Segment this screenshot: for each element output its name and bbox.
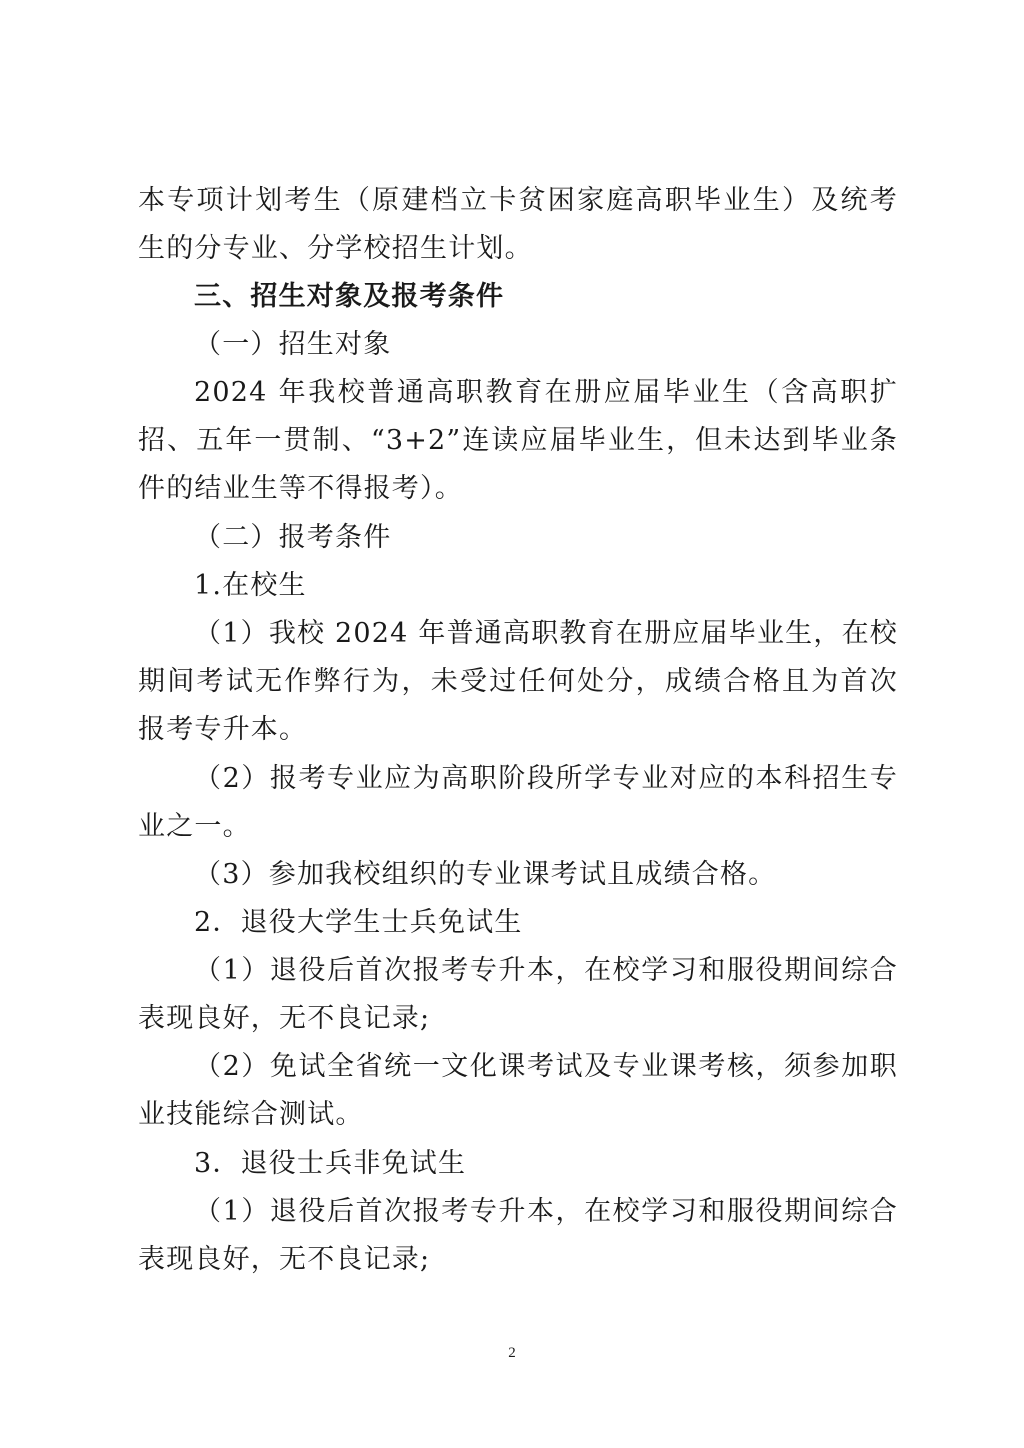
item-veteran-exempt-condition-2: （2）免试全省统一文化课考试及专业课考核，须参加职业技能综合测试。 bbox=[138, 1051, 898, 1130]
item-veteran-nonexempt-condition-1: （1）退役后首次报考专升本，在校学习和服役期间综合表现良好，无不良记录; bbox=[138, 1196, 898, 1275]
item-current-students: 1.在校生 bbox=[194, 570, 307, 601]
subheading-recruitment-targets: （一）招生对象 bbox=[194, 329, 392, 360]
item-veteran-nonexempt: 3．退役士兵非免试生 bbox=[194, 1148, 467, 1179]
paragraph-recruitment-targets: 2024 年我校普通高职教育在册应届毕业生（含高职扩招、五年一贯制、“3+2”连读应届毕业生，但未达到毕业条件的结业生等不得报考）。 bbox=[138, 377, 898, 504]
item-veteran-exempt: 2．退役大学生士兵免试生 bbox=[194, 907, 523, 938]
paragraph-plan-continuation: 本专项计划考生（原建档立卡贫困家庭高职毕业生）及统考生的分专业、分学校招生计划。 bbox=[138, 185, 898, 264]
item-current-students-condition-1: （1）我校 2024 年普通高职教育在册应届毕业生，在校期间考试无作弊行为，未受过任何处分，成绩合格且为首次报考专升本。 bbox=[138, 618, 898, 745]
section-heading-3: 三、招生对象及报考条件 bbox=[194, 281, 505, 312]
page-number: 2 bbox=[508, 1345, 516, 1361]
subheading-application-conditions: （二）报考条件 bbox=[194, 522, 392, 553]
item-current-students-condition-3: （3）参加我校组织的专业课考试且成绩合格。 bbox=[194, 859, 777, 890]
item-current-students-condition-2: （2）报考专业应为高职阶段所学专业对应的本科招生专业之一。 bbox=[138, 763, 898, 842]
item-veteran-exempt-condition-1: （1）退役后首次报考专升本，在校学习和服役期间综合表现良好，无不良记录; bbox=[138, 955, 898, 1034]
